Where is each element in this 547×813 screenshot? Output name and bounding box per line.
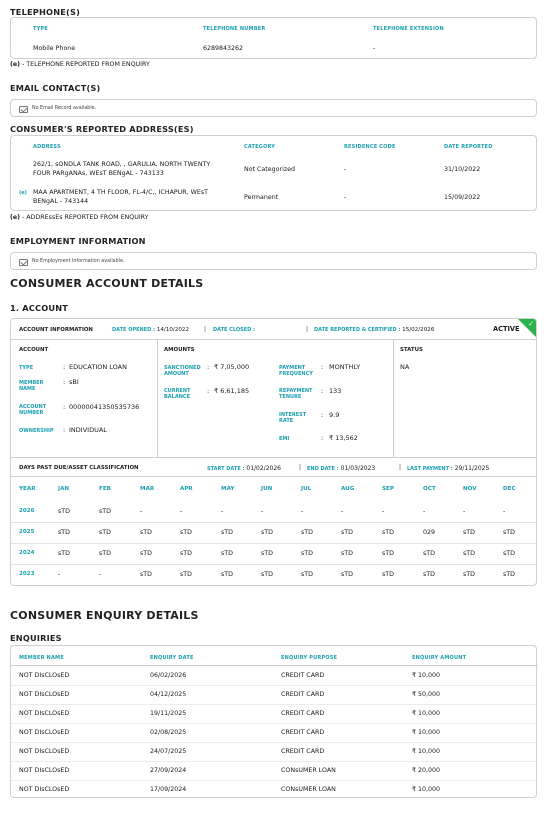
- enquiry-purpose: CREDIT CARD: [281, 729, 325, 736]
- dpd-header-month: MAY: [221, 486, 235, 492]
- enquiry-member: NOT DIsCLOsED: [19, 729, 70, 736]
- address-row-1-text: 262/1, sONDLA TANK ROAD, , GARULIA, NORTH TWENTY FOUR PARgANAs, WEsT BENgAL - 743133: [33, 161, 211, 177]
- dpd-cell: -: [301, 508, 304, 515]
- dpd-header-month: MAR: [140, 486, 155, 492]
- dpd-cell: -: [261, 508, 264, 515]
- dpd-year: 2025: [19, 529, 35, 535]
- enquiry-date: 27/09/2024: [150, 767, 187, 774]
- enquiry-date: 19/11/2025: [150, 710, 187, 717]
- col-header-enquiry-amount: ENQUIRY AMOUNT: [412, 655, 467, 661]
- repayment-tenure-value: 133: [329, 387, 342, 395]
- dpd-header-month: NOV: [463, 486, 477, 492]
- current-balance-label: CURRENT BALANCE: [164, 388, 191, 401]
- divider: [11, 339, 537, 340]
- mail-icon: [19, 106, 28, 113]
- dpd-header-month: JAN: [58, 486, 70, 492]
- telephone-note: (e) - TELEPHONE REPORTED FROM ENQUIRY: [10, 61, 150, 68]
- enquiry-date: 02/08/2025: [150, 729, 187, 736]
- colon: :: [207, 363, 210, 371]
- enquiry-member: NOT DIsCLOsED: [19, 748, 70, 755]
- dpd-cell: -: [503, 508, 506, 515]
- date-closed: DATE CLOSED :: [213, 327, 256, 333]
- address-row-2-marker: (e): [19, 190, 27, 196]
- dpd-cell: sTD: [99, 529, 111, 536]
- address-row-1-residence: -: [344, 166, 347, 173]
- colon: :: [63, 378, 66, 386]
- employment-empty-text: No Employment Information available.: [32, 259, 125, 264]
- start-date: START DATE : 01/02/2026: [207, 465, 281, 472]
- enquiry-purpose: CREDIT CARD: [281, 748, 325, 755]
- dpd-year: 2023: [19, 571, 35, 577]
- enquiry-purpose: CREDIT CARD: [281, 691, 325, 698]
- email-title: EMAIL CONTACT(S): [10, 83, 101, 93]
- address-row-2-date: 15/09/2022: [444, 194, 481, 201]
- employment-title: EMPLOYMENT INFORMATION: [10, 236, 146, 246]
- dpd-cell: sTD: [180, 571, 192, 578]
- current-balance-value: ₹ 6,61,185: [214, 387, 250, 395]
- dpd-header-month: APR: [180, 486, 193, 492]
- amounts-col-title: AMOUNTS: [164, 347, 195, 353]
- check-icon: ✓: [528, 320, 534, 328]
- colon: :: [63, 403, 66, 411]
- enquiry-purpose: CREDIT CARD: [281, 710, 325, 717]
- dpd-cell: -: [140, 508, 143, 515]
- sanctioned-amount-value: ₹ 7,05,000: [214, 363, 250, 371]
- account-info-label: ACCOUNT INFORMATION: [19, 327, 93, 333]
- address-row-2-category: Permanent: [244, 194, 279, 201]
- enquiry-date: 24/07/2025: [150, 748, 187, 755]
- divider: [11, 543, 537, 544]
- account-card: [10, 318, 537, 586]
- colon: :: [63, 363, 66, 371]
- email-empty-box: [10, 99, 537, 117]
- divider: [11, 665, 538, 666]
- dpd-cell: -: [382, 508, 385, 515]
- separator: |: [204, 326, 207, 333]
- date-reported: DATE REPORTED & CERTIFIED : 15/02/2026: [314, 327, 435, 333]
- dpd-cell: sTD: [261, 529, 273, 536]
- divider: [11, 457, 537, 458]
- sanctioned-amount-label: SANCTIONED AMOUNT: [164, 365, 201, 378]
- dpd-cell: sTD: [261, 571, 273, 578]
- dpd-cell: sTD: [58, 508, 70, 515]
- ownership-label: OWNERSHIP: [19, 428, 54, 434]
- dpd-cell: -: [463, 508, 466, 515]
- enquiry-amount: ₹ 10,000: [412, 786, 441, 793]
- enquiry-date: 17/09/2024: [150, 786, 187, 793]
- last-payment: LAST PAYMENT : 29/11/2025: [407, 465, 490, 472]
- dpd-year: 2026: [19, 508, 35, 514]
- dpd-cell: sTD: [382, 550, 394, 557]
- enquiry-member: NOT DIsCLOsED: [19, 672, 70, 679]
- dpd-cell: -: [423, 508, 426, 515]
- enquiry-purpose: CONsUMER LOAN: [281, 786, 336, 793]
- col-header-member-name: MEMBER NAME: [19, 655, 64, 661]
- col-header-type: TYPE: [33, 26, 48, 32]
- colon: :: [63, 426, 66, 434]
- dpd-header-month: JUL: [301, 486, 312, 492]
- dpd-header-month: FEB: [99, 486, 111, 492]
- email-empty-text: No Email Record available.: [32, 106, 97, 111]
- divider: [11, 742, 538, 743]
- dpd-cell: sTD: [463, 550, 475, 557]
- enquiry-amount: ₹ 20,000: [412, 767, 441, 774]
- telephones-title: TELEPHONE(S): [10, 7, 81, 17]
- divider: [11, 476, 537, 477]
- enquiry-amount: ₹ 50,000: [412, 691, 441, 698]
- account-title: 1. ACCOUNT: [10, 303, 69, 313]
- end-date: END DATE : 01/03/2023: [307, 465, 376, 472]
- dpd-header-month: SEP: [382, 486, 394, 492]
- dpd-cell: -: [180, 508, 183, 515]
- status-col-title: STATUS: [400, 347, 423, 353]
- dpd-cell: sTD: [503, 571, 515, 578]
- dpd-cell: sTD: [301, 571, 313, 578]
- enquiry-date: 04/12/2025: [150, 691, 187, 698]
- enquiry-purpose: CONsUMER LOAN: [281, 767, 336, 774]
- dpd-cell: sTD: [221, 550, 233, 557]
- dpd-cell: sTD: [221, 529, 233, 536]
- dpd-cell: sTD: [180, 529, 192, 536]
- enquiry-purpose: CREDIT CARD: [281, 672, 325, 679]
- interest-rate-value: 9.9: [329, 411, 340, 419]
- ownership-value: INDIVIDUAL: [69, 426, 107, 434]
- employment-empty-box: [10, 252, 537, 270]
- account-col-title: ACCOUNT: [19, 347, 49, 353]
- payment-frequency-label: PAYMENT FREQUENCY: [279, 365, 313, 378]
- dpd-cell: sTD: [140, 571, 152, 578]
- dpd-cell: sTD: [140, 529, 152, 536]
- account-number-label: ACCOUNT NUMBER: [19, 404, 47, 417]
- dpd-label: DAYS PAST DUE/ASSET CLASSIFICATION: [19, 465, 139, 471]
- dpd-header-month: AUG: [341, 486, 355, 492]
- dpd-year: 2024: [19, 550, 35, 556]
- dpd-cell: sTD: [382, 529, 394, 536]
- address-row-2-text: MAA APARTMENT, 4 TH FLOOR, FL-4/C,, ICHAPUR, WEsT BENgAL - 743144: [33, 189, 208, 205]
- dpd-cell: sTD: [463, 529, 475, 536]
- repayment-tenure-label: REPAYMENT TENURE: [279, 388, 313, 401]
- dpd-cell: sTD: [423, 550, 435, 557]
- colon: :: [321, 387, 324, 395]
- member-name-label: MEMBER NAME: [19, 380, 44, 393]
- divider: [11, 564, 537, 565]
- dpd-cell: sTD: [221, 571, 233, 578]
- dpd-cell: -: [221, 508, 224, 515]
- enquiries-table: [10, 645, 537, 798]
- addresses-title: CONSUMER'S REPORTED ADDRESS(ES): [10, 124, 194, 134]
- addresses-table: [10, 135, 537, 211]
- dpd-cell: sTD: [423, 571, 435, 578]
- interest-rate-label: INTEREST RATE: [279, 412, 307, 425]
- address-row-1-date: 31/10/2022: [444, 166, 481, 173]
- divider: [11, 704, 538, 705]
- dpd-cell: sTD: [503, 550, 515, 557]
- address-row-2-residence: -: [344, 194, 347, 201]
- enquiry-amount: ₹ 10,000: [412, 710, 441, 717]
- divider: [157, 339, 158, 457]
- dpd-header-month: DEC: [503, 486, 516, 492]
- dpd-header-month: OCT: [423, 486, 436, 492]
- dpd-header-year: YEAR: [19, 486, 36, 492]
- divider: [393, 339, 394, 457]
- type-value: EDUCATION LOAN: [69, 363, 127, 371]
- dpd-cell: -: [58, 571, 61, 578]
- account-details-title: CONSUMER ACCOUNT DETAILS: [10, 277, 204, 290]
- enquiry-amount: ₹ 10,000: [412, 748, 441, 755]
- col-header-residence-code: RESIDENCE CODE: [344, 144, 396, 150]
- col-header-enquiry-date: ENQUIRY DATE: [150, 655, 194, 661]
- dpd-cell: sTD: [301, 529, 313, 536]
- account-number-value: 00000041350535736: [69, 403, 140, 411]
- enquiry-details-title: CONSUMER ENQUIRY DETAILS: [10, 609, 199, 622]
- col-header-address: ADDRESS: [33, 144, 61, 150]
- status-value: NA: [400, 363, 410, 371]
- emi-value: ₹ 13,562: [329, 434, 358, 442]
- enquiry-amount: ₹ 10,000: [412, 729, 441, 736]
- mail-icon: [19, 259, 28, 266]
- colon: :: [207, 387, 210, 395]
- divider: [11, 685, 538, 686]
- dpd-header-month: JUN: [261, 486, 273, 492]
- dpd-cell: sTD: [463, 571, 475, 578]
- address-row-1-category: Not Categorized: [244, 166, 295, 173]
- payment-frequency-value: MONTHLY: [329, 363, 361, 371]
- telephones-table: [10, 17, 537, 59]
- dpd-cell: sTD: [58, 550, 70, 557]
- dpd-cell: sTD: [341, 529, 353, 536]
- enquiry-member: NOT DIsCLOsED: [19, 767, 70, 774]
- enquiry-amount: ₹ 10,000: [412, 672, 441, 679]
- dpd-cell: sTD: [99, 508, 111, 515]
- dpd-cell: sTD: [341, 550, 353, 557]
- separator: |: [399, 464, 402, 471]
- dpd-cell: sTD: [58, 529, 70, 536]
- divider: [11, 780, 538, 781]
- dpd-cell: sTD: [382, 571, 394, 578]
- separator: |: [299, 464, 302, 471]
- col-header-date-reported: DATE REPORTED: [444, 144, 493, 150]
- address-note: (e) - ADDREssEs REPORTED FROM ENQUIRY: [10, 214, 149, 221]
- col-header-telephone-extension: TELEPHONE EXTENSION: [373, 26, 444, 32]
- col-header-telephone-number: TELEPHONE NUMBER: [203, 26, 266, 32]
- colon: :: [321, 411, 324, 419]
- dpd-cell: sTD: [341, 571, 353, 578]
- dpd-cell: sTD: [261, 550, 273, 557]
- divider: [11, 723, 538, 724]
- enquiry-member: NOT DIsCLOsED: [19, 710, 70, 717]
- type-label: TYPE: [19, 365, 34, 371]
- colon: :: [321, 434, 324, 442]
- dpd-cell: sTD: [180, 550, 192, 557]
- phone-type: Mobile Phone: [33, 45, 76, 52]
- dpd-cell: sTD: [503, 529, 515, 536]
- phone-number: 6289843262: [203, 45, 244, 52]
- dpd-cell: sTD: [301, 550, 313, 557]
- dpd-cell: 029: [423, 529, 436, 536]
- dpd-cell: sTD: [140, 550, 152, 557]
- enquiries-title: ENQUIRIES: [10, 633, 62, 643]
- divider: [11, 522, 537, 523]
- separator: |: [306, 326, 309, 333]
- enquiry-member: NOT DIsCLOsED: [19, 786, 70, 793]
- status-badge: ACTIVE: [493, 325, 520, 333]
- emi-label: EMI: [279, 436, 290, 442]
- date-opened: DATE OPENED : 14/10/2022: [112, 327, 190, 333]
- dpd-cell: -: [341, 508, 344, 515]
- dpd-cell: sTD: [99, 550, 111, 557]
- dpd-cell: -: [99, 571, 102, 578]
- member-name-value: sBI: [69, 378, 79, 386]
- col-header-enquiry-purpose: ENQUIRY PURPOSE: [281, 655, 338, 661]
- enquiry-date: 06/02/2026: [150, 672, 187, 679]
- enquiry-member: NOT DIsCLOsED: [19, 691, 70, 698]
- phone-extension: -: [373, 45, 376, 52]
- col-header-category: CATEGORY: [244, 144, 276, 150]
- colon: :: [321, 363, 324, 371]
- divider: [11, 761, 538, 762]
